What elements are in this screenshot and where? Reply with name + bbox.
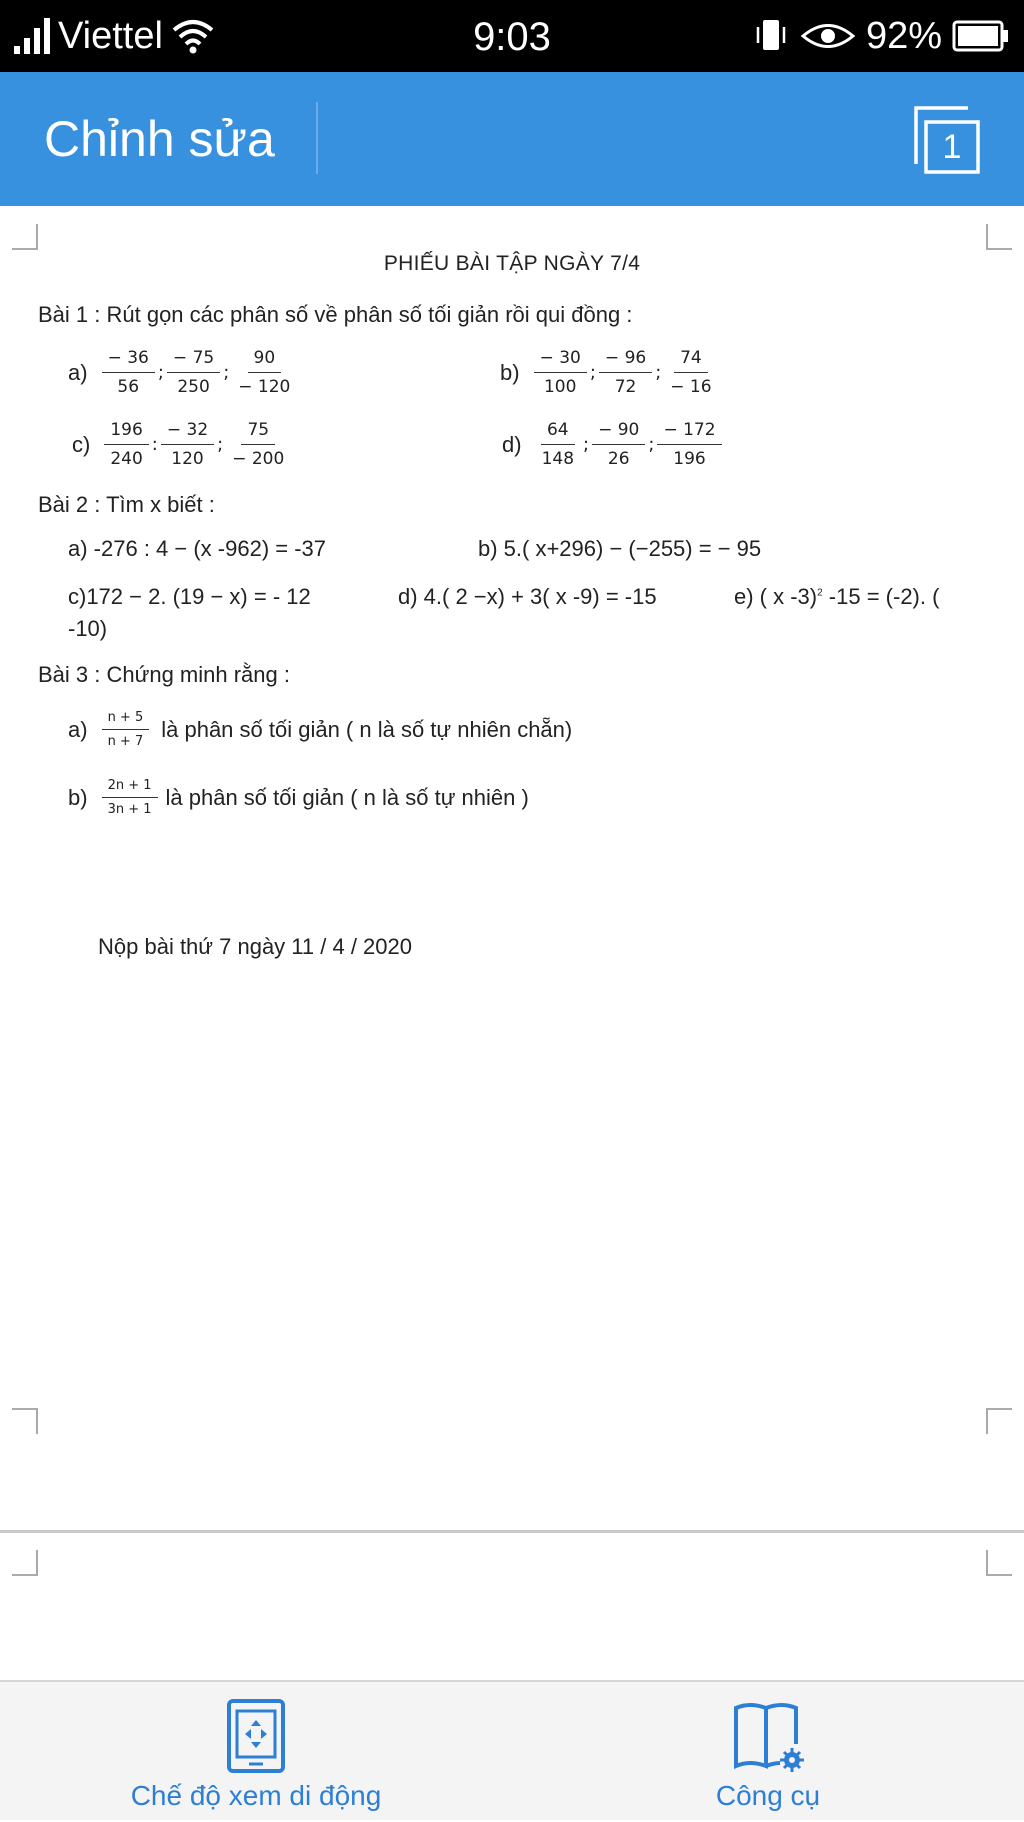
- bai1-heading: Bài 1 : Rút gọn các phân số về phân số tối giản rồi qui đồng :: [38, 302, 633, 327]
- bai3-heading: Bài 3 : Chứng minh rằng :: [38, 662, 290, 687]
- fraction: [102, 708, 150, 751]
- bai1-item-a: [68, 346, 296, 399]
- bottom-toolbar: [0, 1680, 1024, 1820]
- battery-icon: [952, 19, 1010, 53]
- page-separator: [0, 1530, 1024, 1533]
- tools-label: Công cụ: [715, 1780, 821, 1811]
- bai2-item-a: a) -276 : 4 − (x -962) = -37: [68, 536, 327, 561]
- mobile-view-label: Chế độ xem di động: [130, 1780, 382, 1811]
- app-bar-divider: [316, 102, 318, 174]
- bai2-item-b: b) 5.( x+296) − (−255) = − 95: [478, 536, 762, 561]
- tools-button[interactable]: [668, 1682, 868, 1822]
- bai3-item-a: [68, 708, 586, 751]
- page-corner-mark: [986, 224, 1012, 250]
- fraction: [102, 776, 158, 819]
- mobile-view-icon: [226, 1698, 286, 1774]
- bai1-item-d: [502, 418, 722, 471]
- eye-icon: [800, 17, 856, 55]
- separator: ;: [583, 434, 590, 455]
- denominator: 250: [177, 377, 210, 397]
- bai2-e-part2: -15 = (-2). (: [822, 584, 940, 609]
- carrier-name: Viettel: [58, 14, 163, 57]
- page-corner-mark: [12, 1550, 38, 1576]
- separator: ;: [217, 434, 224, 455]
- clock: 9:03: [473, 15, 551, 59]
- page-count: 1: [942, 128, 962, 166]
- numerator: 75: [241, 418, 275, 445]
- status-bar: [0, 0, 1024, 72]
- bai3-b-text: là phân số tối giản ( n là số tự nhiên ): [165, 784, 529, 810]
- numerator: − 36: [102, 346, 155, 373]
- fraction: [664, 346, 717, 399]
- tools-book-icon: [730, 1698, 806, 1774]
- denominator: 56: [117, 377, 140, 397]
- mobile-view-button[interactable]: [96, 1682, 416, 1822]
- denominator: 72: [614, 377, 637, 397]
- bai2-item-e-cont: -10): [68, 616, 108, 641]
- document-view[interactable]: [0, 206, 1024, 1680]
- numerator: − 90: [592, 418, 645, 445]
- bai3-a-text: là phân số tối giản ( n là số tự nhiên chẵn): [161, 716, 573, 742]
- fraction: [657, 418, 721, 471]
- bai1-item-b: [500, 346, 718, 399]
- denominator: 3n + 1: [107, 802, 152, 817]
- item-label: b): [500, 359, 520, 385]
- fraction: [226, 418, 290, 471]
- numerator: − 32: [161, 418, 214, 445]
- denominator: 148: [541, 449, 575, 469]
- denominator: − 16: [670, 377, 712, 397]
- fraction: [534, 346, 587, 399]
- status-right: [754, 0, 1010, 72]
- denominator: 196: [673, 449, 706, 469]
- numerator: − 172: [657, 418, 721, 445]
- denominator: − 200: [232, 449, 285, 469]
- bai2-item-e: [734, 584, 939, 610]
- vibrate-icon: [754, 17, 790, 55]
- bai1-item-c: [72, 418, 290, 471]
- numerator: 90: [248, 346, 282, 373]
- page-corner-mark: [986, 1550, 1012, 1576]
- page-corner-mark: [12, 1408, 38, 1434]
- bai2-item-c: c)172 − 2. (19 − x) = - 12: [68, 584, 311, 609]
- fraction: [161, 418, 214, 471]
- app-bar: [0, 72, 1024, 206]
- fraction: [592, 418, 645, 471]
- item-label: c): [72, 431, 91, 457]
- numerator: 64: [541, 418, 575, 445]
- numerator: n + 5: [102, 708, 150, 730]
- bai2-e-part1: e) ( x -3): [734, 584, 818, 609]
- numerator: − 75: [167, 346, 220, 373]
- item-label: a): [68, 359, 88, 385]
- due-date: Nộp bài thứ 7 ngày 11 / 4 / 2020: [98, 934, 412, 959]
- numerator: 196: [104, 418, 148, 445]
- item-label: d): [502, 431, 522, 457]
- fraction: [102, 346, 155, 399]
- fraction: [599, 346, 652, 399]
- numerator: 2n + 1: [102, 776, 158, 798]
- separator: ;: [157, 362, 164, 383]
- separator: ;: [223, 362, 230, 383]
- separator: ;: [655, 362, 662, 383]
- page-corner-mark: [12, 224, 38, 250]
- battery-percent: 92%: [865, 14, 942, 57]
- numerator: − 30: [534, 346, 587, 373]
- fraction: [536, 418, 580, 471]
- separator: ;: [648, 434, 655, 455]
- denominator: − 120: [238, 377, 291, 397]
- denominator: 26: [607, 449, 630, 469]
- denominator: 100: [543, 377, 577, 397]
- fraction: [104, 418, 148, 471]
- exponent: 2: [817, 587, 823, 599]
- page-count-button[interactable]: [910, 102, 980, 174]
- denominator: n + 7: [107, 734, 144, 749]
- page-corner-mark: [986, 1408, 1012, 1434]
- separator: ;: [589, 362, 596, 383]
- separator: :: [151, 434, 158, 455]
- bai3-item-b: [68, 776, 543, 819]
- numerator: − 96: [599, 346, 652, 373]
- fraction: [167, 346, 220, 399]
- fraction: [232, 346, 296, 399]
- item-label: a): [68, 716, 88, 742]
- document-title: PHIẾU BÀI TẬP NGÀY 7/4: [383, 252, 641, 275]
- page-title: Chỉnh sửa: [44, 111, 275, 167]
- denominator: 120: [171, 449, 204, 469]
- item-label: b): [68, 784, 88, 810]
- bai2-heading: Bài 2 : Tìm x biết :: [38, 492, 215, 517]
- bai2-item-d: d) 4.( 2 −x) + 3( x -9) = -15: [398, 584, 657, 609]
- denominator: 240: [110, 449, 143, 469]
- numerator: 74: [674, 346, 708, 373]
